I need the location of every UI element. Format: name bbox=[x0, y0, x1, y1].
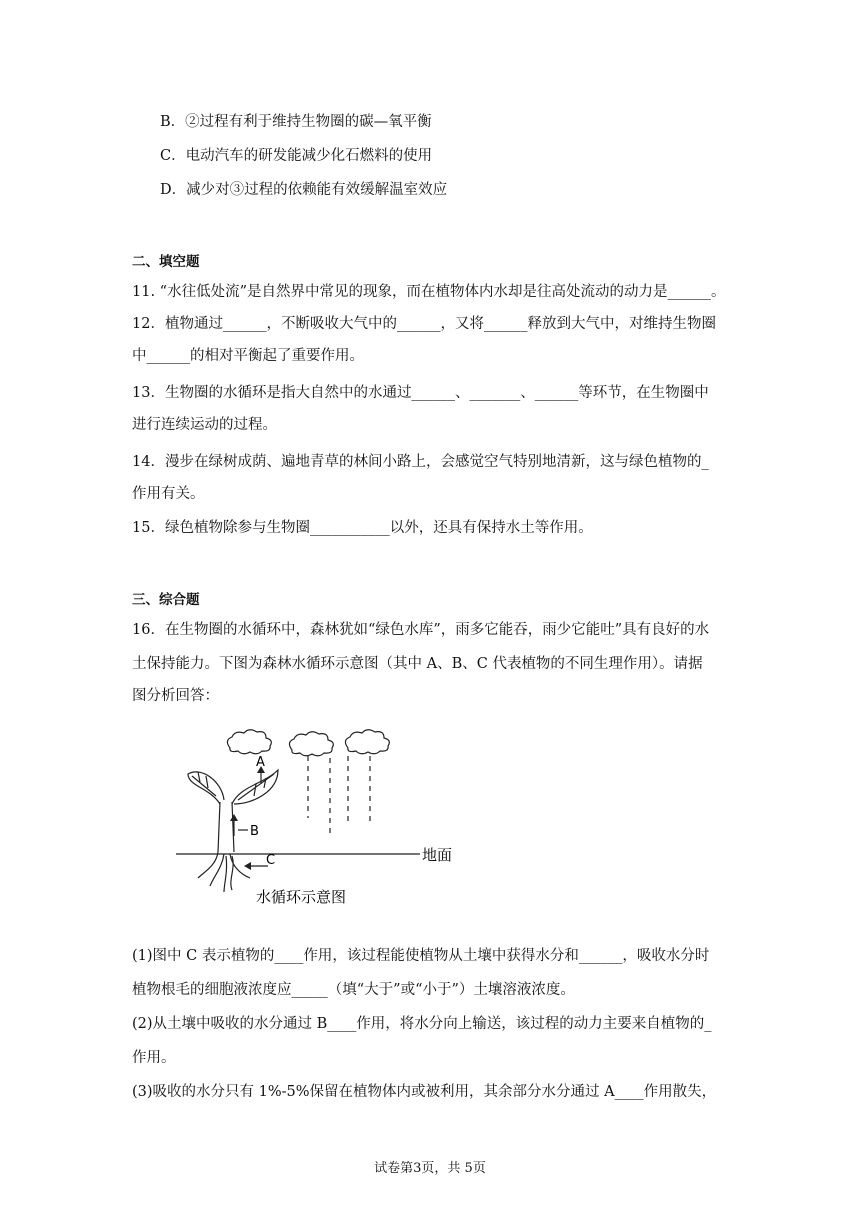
plant-stem bbox=[218, 802, 234, 852]
figure-caption: 水循环示意图 bbox=[256, 888, 347, 906]
question-15: 15．绿色植物除参与生物圈___________以外，还具有保持水土等作用。 bbox=[132, 520, 593, 536]
question-11: 11. “水往低处流”是自然界中常见的现象，而在植物体内水却是往高处流动的动力是______。 bbox=[132, 284, 726, 300]
question-14-line-1: 14．漫步在绿树成荫、遍地青草的林间小路上，会感觉空气特别地清新，这与绿色植物的_ bbox=[132, 454, 709, 470]
plant-roots bbox=[198, 852, 250, 892]
section-title-comprehensive: 三、综合题 bbox=[132, 592, 200, 608]
cloud-icon bbox=[289, 732, 333, 756]
option-b: B．②过程有利于维持生物圈的碳—氧平衡 bbox=[160, 114, 432, 130]
page-footer: 试卷第3页，共 5页 bbox=[374, 1161, 486, 1176]
option-d: D．减少对③过程的依赖能有效缓解温室效应 bbox=[160, 182, 448, 198]
label-a: A bbox=[256, 755, 265, 770]
question-16-intro-line-3: 图分析回答： bbox=[132, 688, 219, 704]
cloud-icon bbox=[227, 730, 271, 754]
option-c: C．电动汽车的研发能减少化石燃料的使用 bbox=[160, 148, 433, 164]
question-16-2-line-1: (2)从土壤中吸收的水分通过 B____作用，将水分向上输送，该过程的动力主要来自植物的_ bbox=[132, 1016, 712, 1032]
question-16-intro-line-1: 16．在生物圈的水循环中，森林犹如“绿色水库”，雨多它能吞，雨少它能吐”具有良好的水 bbox=[132, 622, 710, 638]
question-16-1-line-1: (1)图中 C 表示植物的____作用，该过程能使植物从土壤中获得水分和______，吸收水分时 bbox=[132, 948, 710, 964]
rain-lines bbox=[308, 756, 370, 836]
question-16-2-line-2: 作用。 bbox=[132, 1050, 176, 1066]
water-cycle-diagram bbox=[170, 726, 470, 910]
question-14-line-2: 作用有关。 bbox=[132, 486, 205, 502]
question-16-1-line-2: 植物根毛的细胞液浓度应_____（填“大于”或“小于”）土壤溶液浓度。 bbox=[132, 982, 575, 998]
question-16-intro-line-2: 土保持能力。下图为森林水循环示意图（其中 A、B、C 代表植物的不同生理作用）。请据 bbox=[132, 656, 703, 672]
arrow-c-icon bbox=[244, 862, 251, 870]
section-title-fill-in: 二、填空题 bbox=[132, 254, 200, 270]
question-13-line-2: 进行连续运动的过程。 bbox=[132, 417, 277, 433]
ground-label: 地面 bbox=[422, 846, 453, 864]
label-c: C bbox=[266, 853, 276, 868]
cloud-icon bbox=[345, 730, 389, 754]
arrow-b-icon bbox=[230, 814, 238, 821]
label-b: B bbox=[250, 824, 259, 839]
question-16-3-line-1: (3)吸收的水分只有 1%-5%保留在植物体内或被利用，其余部分水分通过 A____作用散失， bbox=[132, 1084, 717, 1100]
question-12-line-2: 中______的相对平衡起了重要作用。 bbox=[132, 348, 364, 364]
question-13-line-1: 13．生物圈的水循环是指大自然中的水通过______、_______、______等环节，在生物圈中 bbox=[132, 385, 709, 401]
question-12-line-1: 12．植物通过______，不断吸收大气中的______，又将______释放到大气中，对维持生物圈 bbox=[132, 316, 716, 332]
